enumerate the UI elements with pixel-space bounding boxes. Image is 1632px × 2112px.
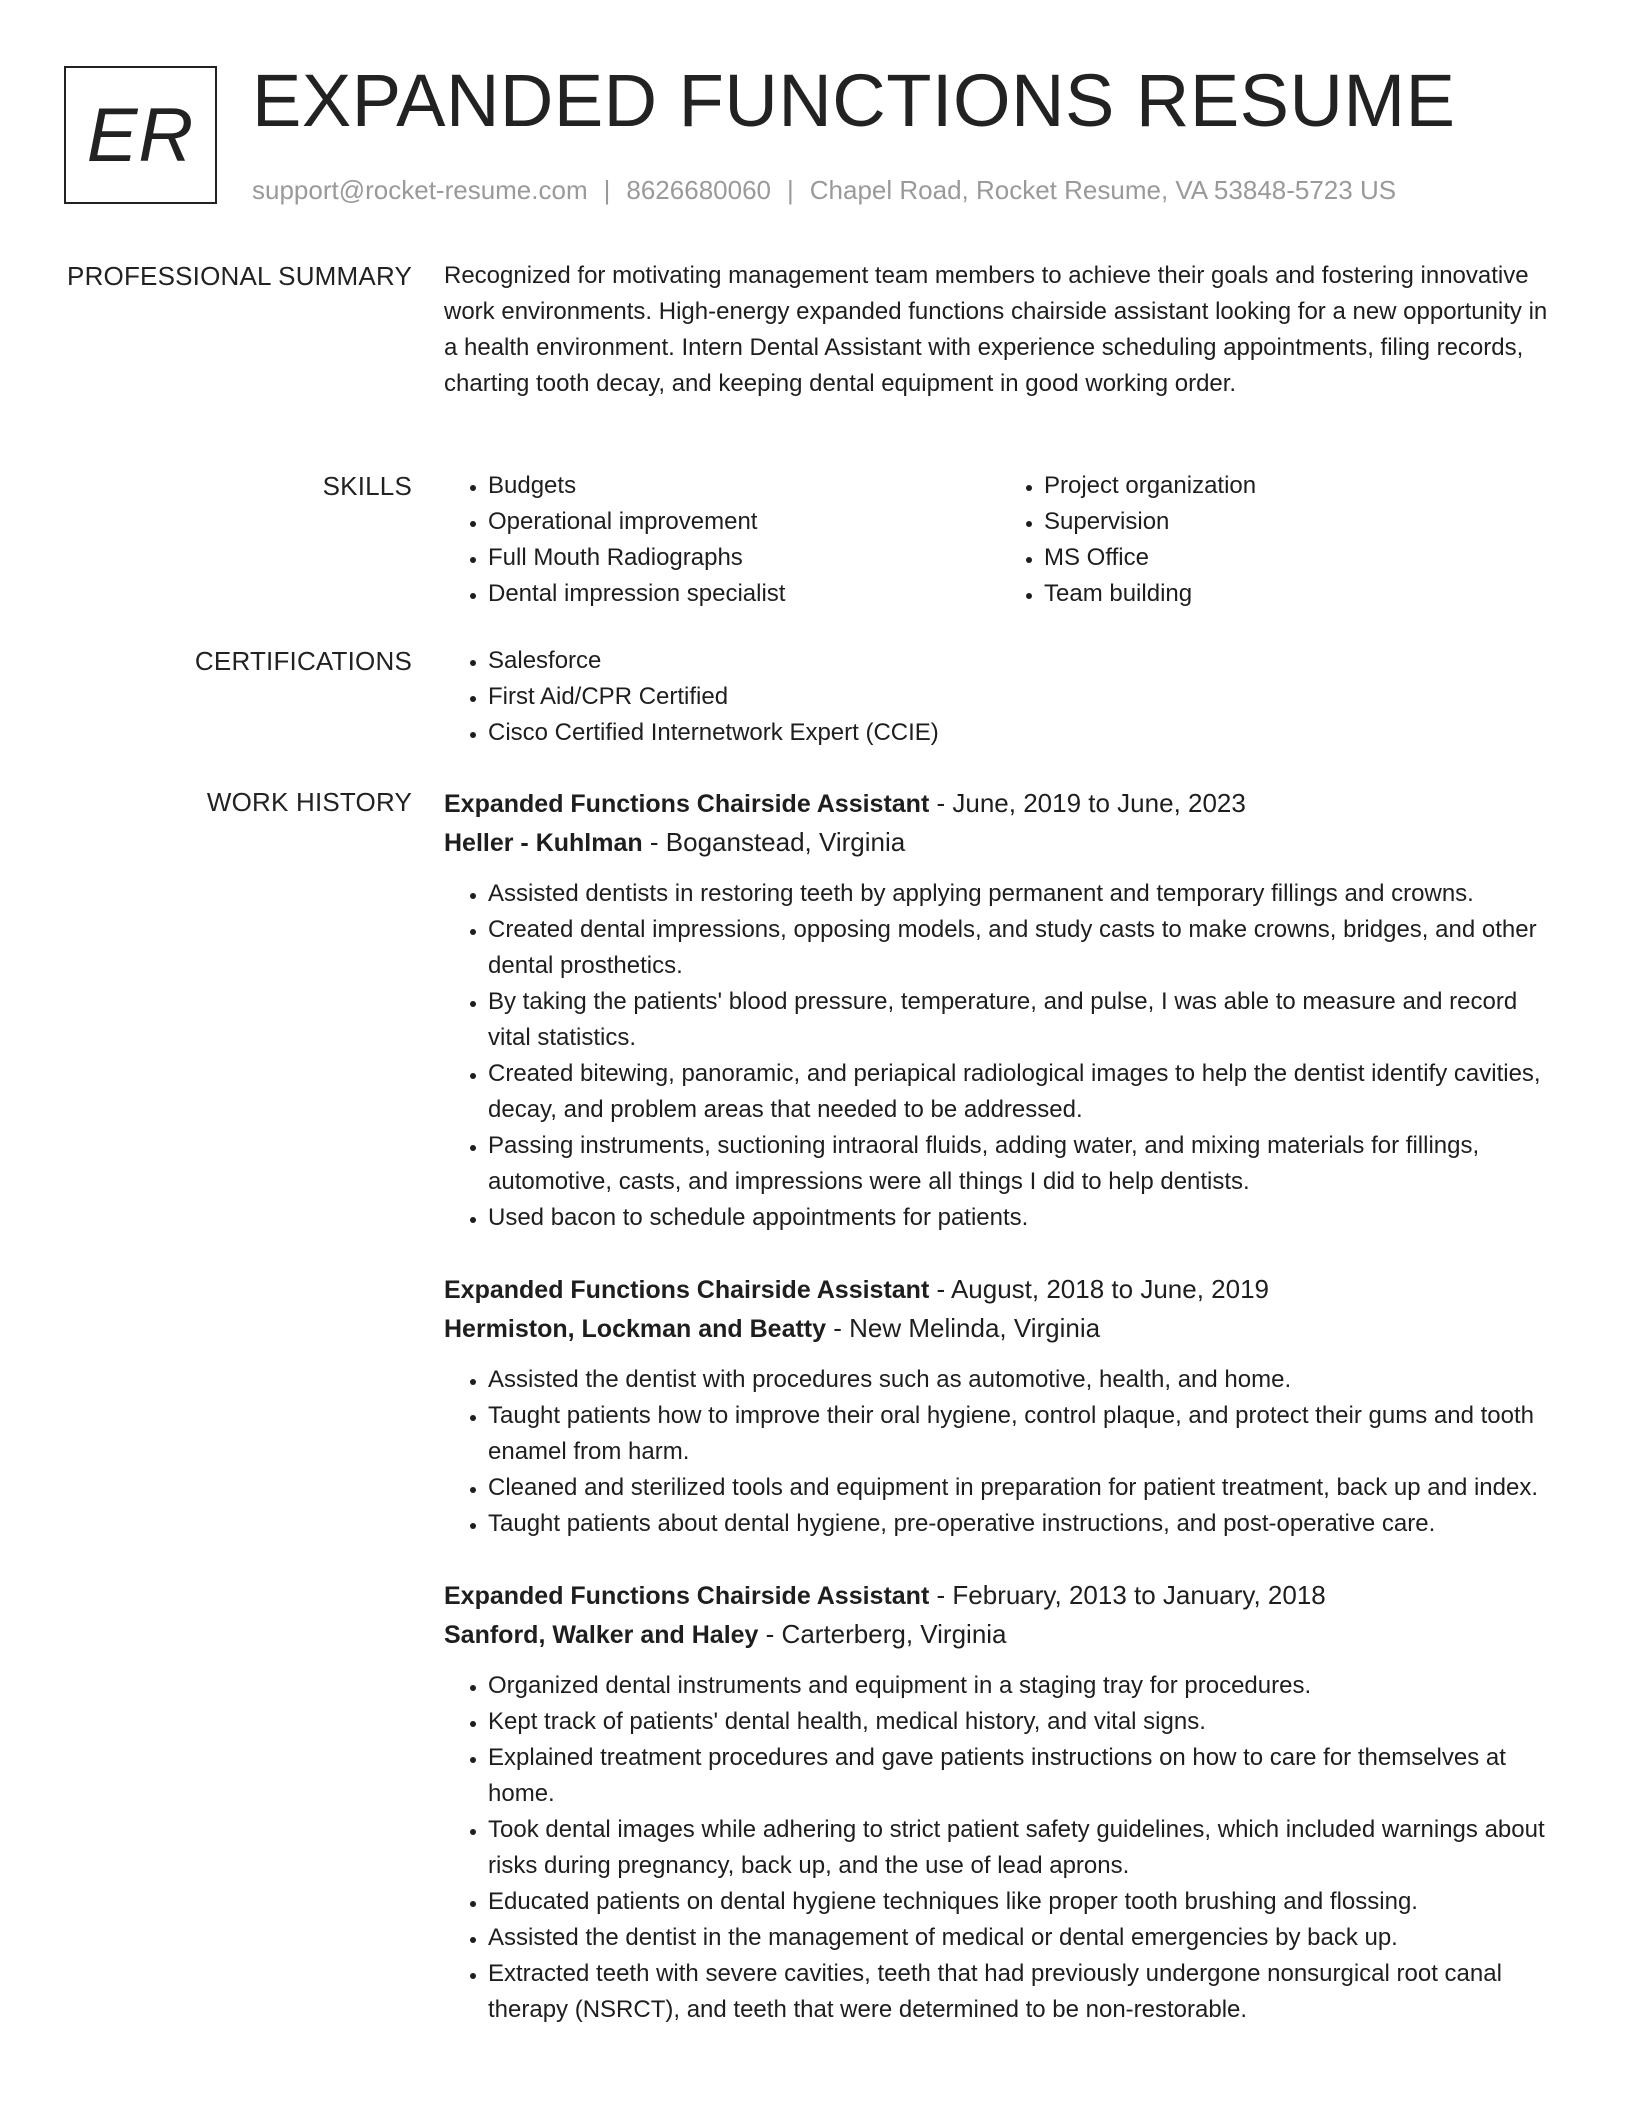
job-company-line	[444, 1309, 1556, 1348]
job-duty-item: • Assisted the dentist with procedures such as automotive, health, and home.	[488, 1362, 1556, 1398]
skill-item: • Dental impression specialist	[488, 576, 1000, 612]
skills-list-left	[444, 468, 1000, 612]
job-location: - New Melinda, Virginia	[826, 1313, 1101, 1343]
job-duty-item: • Extracted teeth with severe cavities, teeth that had previously undergone nonsurgical root canal therapy (NSRCT), and teeth that were determined to be non-restorable.	[488, 1956, 1556, 2028]
work-history-heading: WORK HISTORY	[206, 787, 412, 817]
contact-address: Chapel Road, Rocket Resume, VA 53848-5723 US	[809, 175, 1397, 205]
job-company: Hermiston, Lockman and Beatty	[444, 1315, 827, 1343]
job-company-line	[444, 1615, 1556, 1654]
contact-phone[interactable]: 8626680060	[626, 175, 771, 205]
job-duty-item: • Used bacon to schedule appointments for patients.	[488, 1200, 1556, 1236]
job-duty-item: • Educated patients on dental hygiene techniques like proper tooth brushing and flossing.	[488, 1884, 1556, 1920]
job-title: Expanded Functions Chairside Assistant	[444, 1276, 930, 1304]
job-title: Expanded Functions Chairside Assistant	[444, 790, 930, 818]
job-duties-list	[444, 876, 1556, 1236]
job-company-line	[444, 823, 1556, 862]
job-duty-item: • Kept track of patients' dental health, medical history, and vital signs.	[488, 1704, 1556, 1740]
job-duty-item: • Explained treatment procedures and gave patients instructions on how to care for themselves at home.	[488, 1740, 1556, 1812]
skill-item: • Budgets	[488, 468, 1000, 504]
job-duty-item: • Assisted the dentist in the management of medical or dental emergencies by back up.	[488, 1920, 1556, 1956]
job-duty-item: • Assisted dentists in restoring teeth by applying permanent and temporary fillings and crowns.	[488, 876, 1556, 912]
job-company: Heller - Kuhlman	[444, 829, 643, 857]
job-duty-item: • Organized dental instruments and equipment in a staging tray for procedures.	[488, 1668, 1556, 1704]
job-company: Sanford, Walker and Haley	[444, 1621, 759, 1649]
job-entry	[444, 784, 1556, 1236]
job-list	[444, 784, 1556, 2062]
certifications-list	[444, 643, 1556, 751]
skills-list-right	[1000, 468, 1556, 612]
resume-title: EXPANDED FUNCTIONS RESUME	[252, 59, 1456, 142]
certification-item: • Salesforce	[488, 643, 1556, 679]
summary-text: Recognized for motivating management team members to achieve their goals and fostering innovative work environments. High-energy expanded functions chairside assistant looking for a new opportunity in a health environment. Intern Dental Assistant with experience scheduling appointments, filing records, charting tooth decay, and keeping dental equipment in good working order.	[444, 262, 1548, 397]
job-duties-list	[444, 1362, 1556, 1542]
contact-separator: |	[787, 175, 794, 205]
job-location: - Carterberg, Virginia	[758, 1619, 1007, 1649]
contact-email[interactable]: support@rocket-resume.com	[252, 175, 588, 205]
contact-separator: |	[603, 175, 611, 205]
job-duty-item: • Cleaned and sterilized tools and equipment in preparation for patient treatment, back up and index.	[488, 1470, 1556, 1506]
job-duty-item: • Passing instruments, suctioning intraoral fluids, adding water, and mixing materials for fillings, automotive, casts, and impressions were all things I did to help dentists.	[488, 1128, 1556, 1200]
skill-item: • MS Office	[1044, 540, 1556, 576]
certification-item: • Cisco Certified Internetwork Expert (CCIE)	[488, 715, 1556, 751]
certifications-heading: CERTIFICATIONS	[194, 646, 412, 676]
skill-item: • Operational improvement	[488, 504, 1000, 540]
job-dates: - August, 2018 to June, 2019	[929, 1274, 1269, 1304]
skill-item: • Full Mouth Radiographs	[488, 540, 1000, 576]
job-duty-item: • Taught patients about dental hygiene, pre-operative instructions, and post-operative care.	[488, 1506, 1556, 1542]
skill-item: • Team building	[1044, 576, 1556, 612]
job-duty-item: • Took dental images while adhering to strict patient safety guidelines, which included warnings about risks during pregnancy, back up, and the use of lead aprons.	[488, 1812, 1556, 1884]
job-duties-list	[444, 1668, 1556, 2028]
contact-line	[252, 174, 1396, 206]
job-dates: - February, 2013 to January, 2018	[929, 1580, 1326, 1610]
skill-item: • Supervision	[1044, 504, 1556, 540]
certification-item: • First Aid/CPR Certified	[488, 679, 1556, 715]
job-entry	[444, 1270, 1556, 1542]
job-title-line	[444, 1270, 1556, 1309]
job-duty-item: • By taking the patients' blood pressure, temperature, and pulse, I was able to measure and record vital statistics.	[488, 984, 1556, 1056]
job-entry	[444, 1576, 1556, 2028]
summary-heading: PROFESSIONAL SUMMARY	[67, 261, 412, 291]
job-duty-item: • Created dental impressions, opposing models, and study casts to make crowns, bridges, and other dental prosthetics.	[488, 912, 1556, 984]
job-location: - Boganstead, Virginia	[642, 827, 906, 857]
job-dates: - June, 2019 to June, 2023	[929, 788, 1246, 818]
job-duty-item: • Taught patients how to improve their oral hygiene, control plaque, and protect their gums and tooth enamel from harm.	[488, 1398, 1556, 1470]
monogram-logo: ER	[64, 66, 217, 204]
job-title: Expanded Functions Chairside Assistant	[444, 1582, 930, 1610]
job-title-line	[444, 1576, 1556, 1615]
skills-heading: SKILLS	[322, 471, 412, 501]
job-duty-item: • Created bitewing, panoramic, and periapical radiological images to help the dentist identify cavities, decay, and problem areas that needed to be addressed.	[488, 1056, 1556, 1128]
skill-item: • Project organization	[1044, 468, 1556, 504]
job-title-line	[444, 784, 1556, 823]
